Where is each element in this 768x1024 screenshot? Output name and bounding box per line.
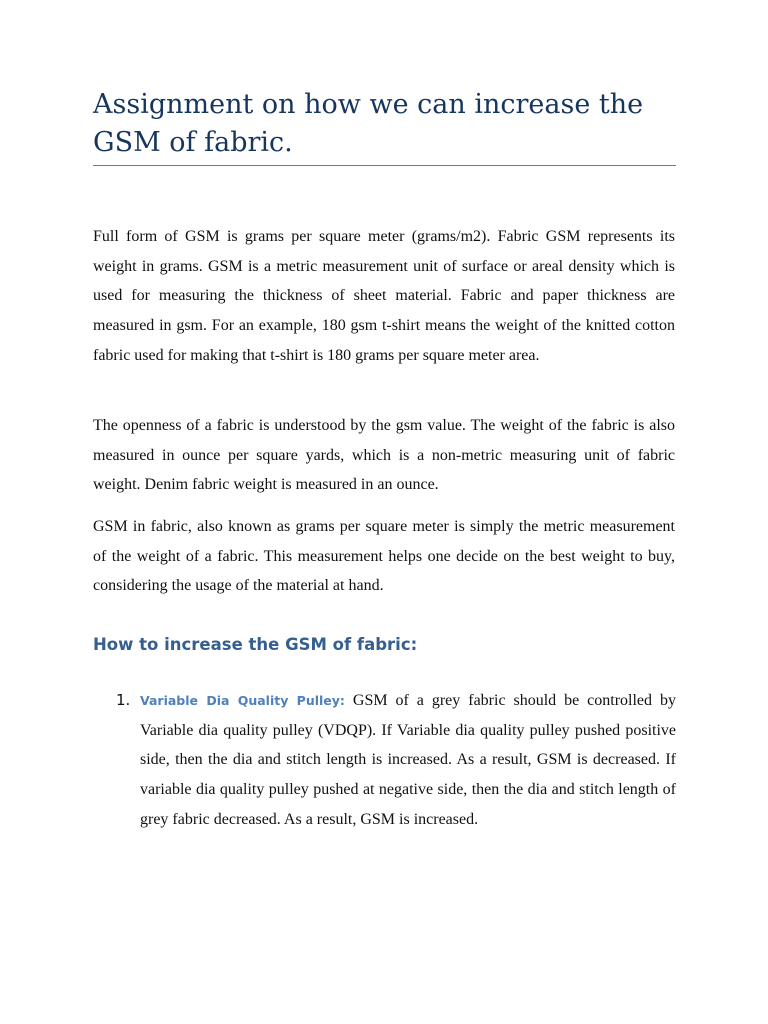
document-title: Assignment on how we can increase the GSM of fabric. bbox=[93, 89, 644, 158]
paragraph-gsm-definition: Full form of GSM is grams per square meter (grams/m2). Fabric GSM represents its weight in grams. GSM is a metric measurement unit of surface or areal density which is used for measuring the thickness of sheet material. Fabric and paper thickness are measured in gsm. For an example, 180 gsm t-shirt means the weight of the knitted cotton fabric used for making that t-shirt is 180 grams per square meter area. bbox=[93, 228, 675, 364]
paragraph-fabric-openness: The openness of a fabric is understood by the gsm value. The weight of the fabric is also measured in ounce per square yards, which is a non-metric measuring unit of fabric weight. Denim fabric weight is measured in an ounce. bbox=[93, 417, 675, 494]
paragraph-gsm-in-fabric: GSM in fabric, also known as grams per square meter is simply the metric measurement of the weight of a fabric. This measurement helps one decide on the best weight to buy, considering the usage of the material at hand. bbox=[93, 518, 675, 595]
list-item-text: GSM of a grey fabric should be controlled by Variable dia quality pulley (VDQP). If Variable dia quality pulley pushed positive side, then the dia and stitch length is increased. As a result, GSM is decreased. If variable dia quality pulley pushed at negative side, then the dia and stitch length of grey fabric decreased. As a result, GSM is increased. bbox=[140, 692, 676, 828]
list-item-number: 1. bbox=[116, 691, 131, 709]
list-item-body bbox=[140, 686, 676, 835]
list-item-lead: Variable Dia Quality Pulley: bbox=[140, 693, 345, 708]
section-heading: How to increase the GSM of fabric: bbox=[93, 635, 418, 654]
title-underline bbox=[93, 165, 676, 166]
